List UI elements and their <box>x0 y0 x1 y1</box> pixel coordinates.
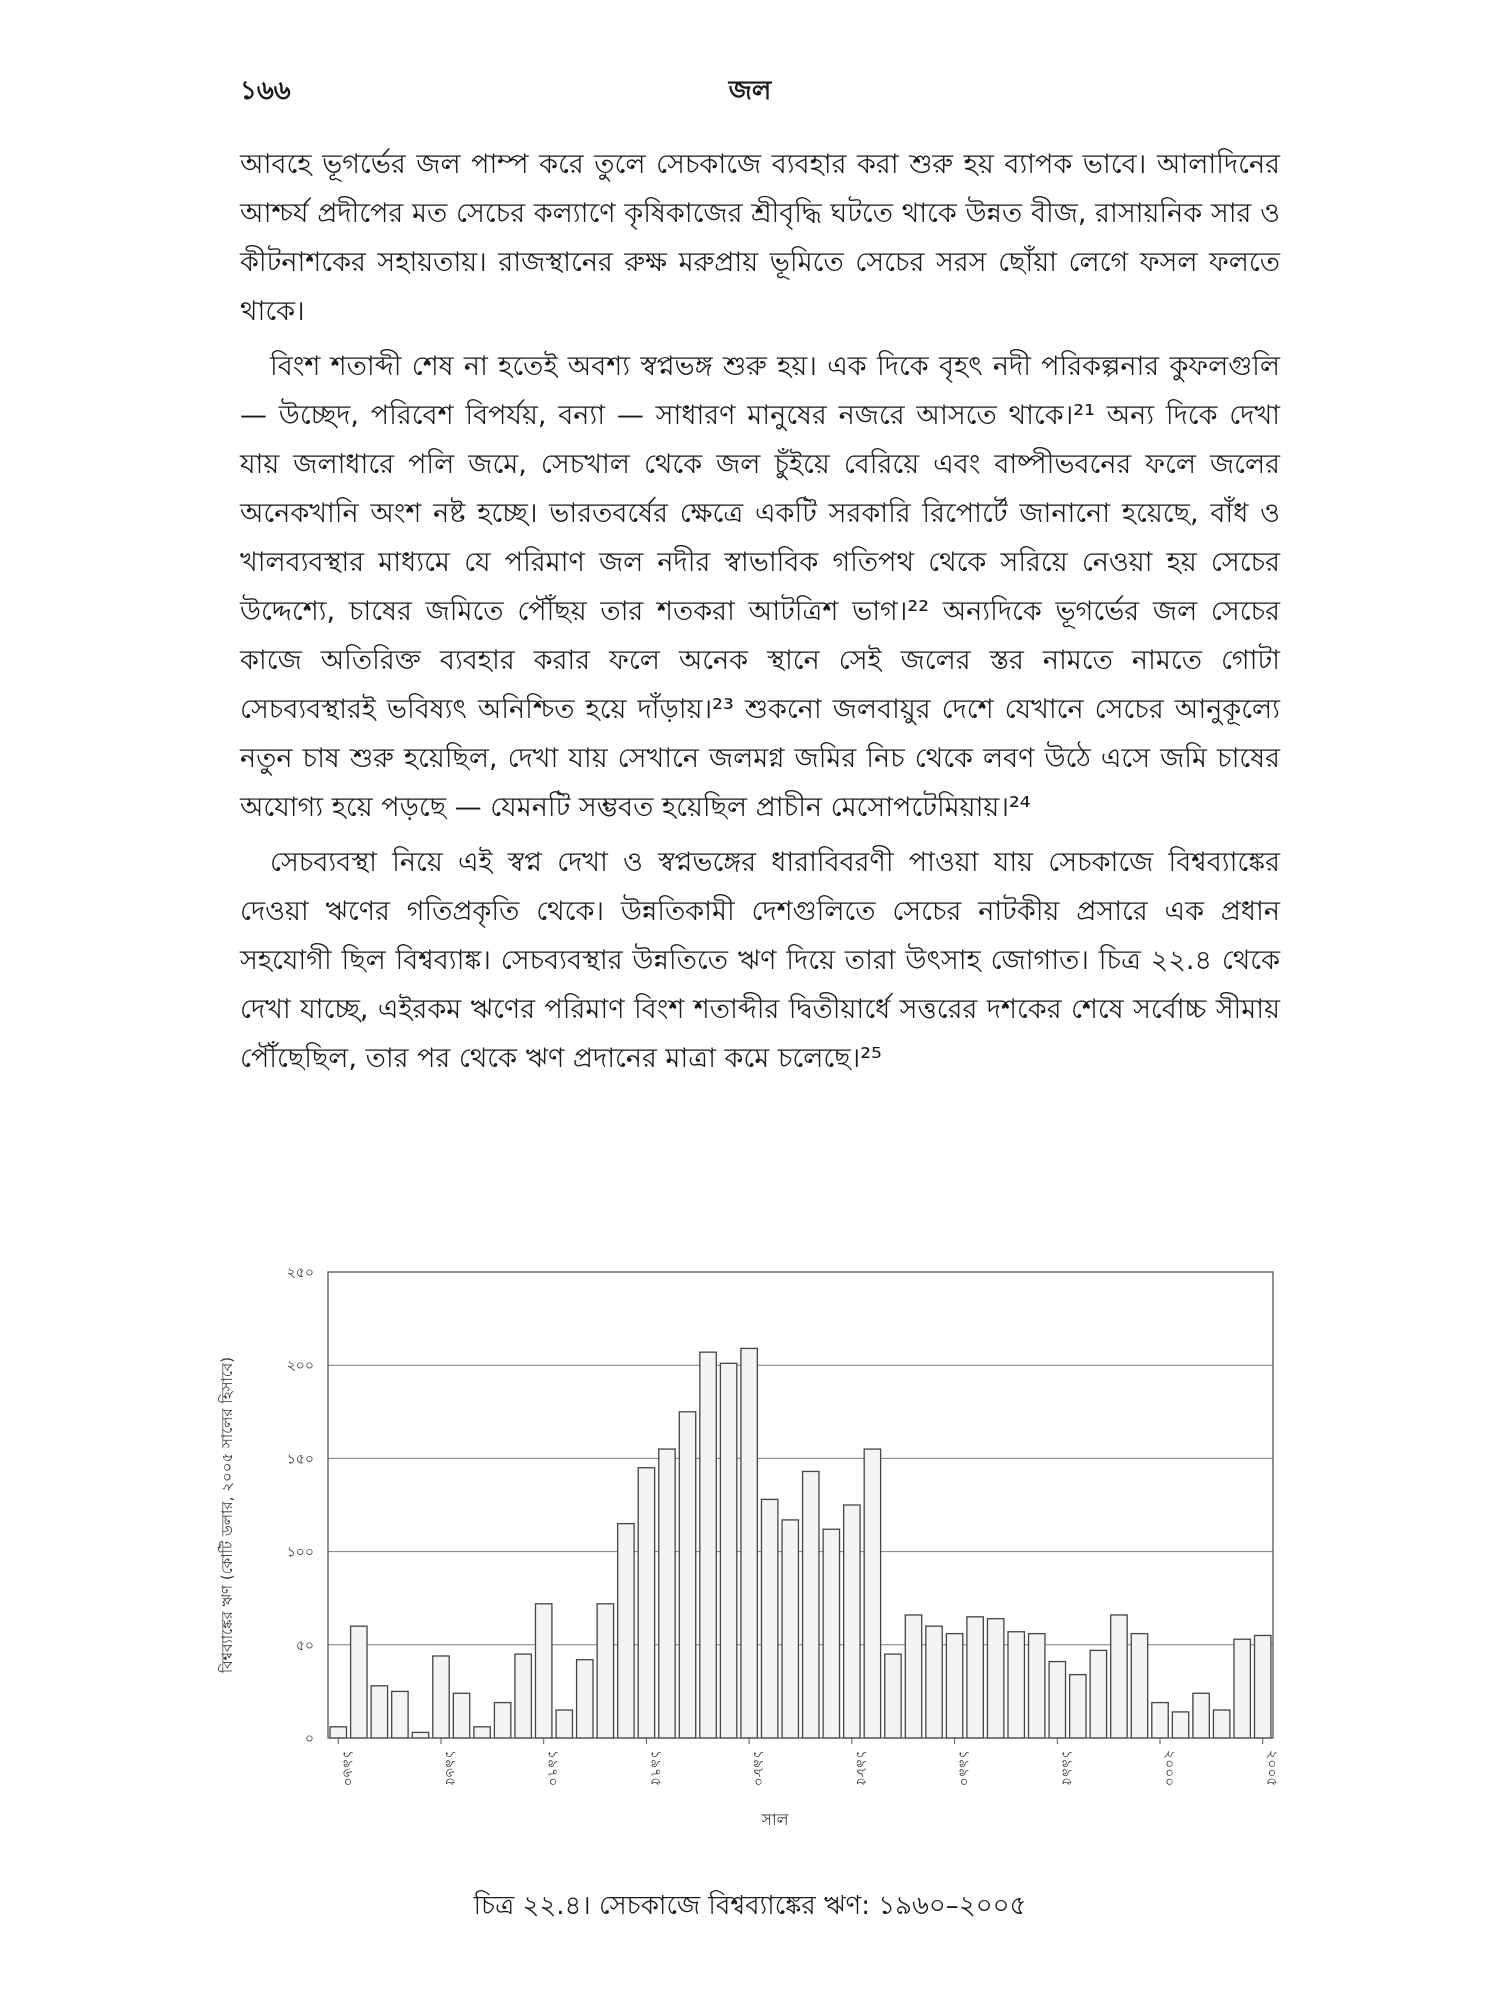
bar-1993 <box>1008 1632 1024 1738</box>
bar-2001 <box>1172 1712 1188 1738</box>
bar-1981 <box>761 1499 777 1738</box>
paragraph-2: বিংশ শতাব্দী শেষ না হতেই অবশ্য স্বপ্নভঙ্গ শুরু হয়। এক দিকে বৃহৎ নদী পরিকল্পনার কুফলগুলি — উচ্ছেদ, পরিবেশ বিপর্যয়, বন্যা — সাধারণ মানুষের নজরে আসতে থাকে।²¹ অন্য দিকে দেখা যায় জলাধারে পলি জমে, সেচখাল থেকে জল চুঁইয়ে বেরিয়ে এবং বাষ্পীভবনের ফলে জলের অনেকখানি অংশ নষ্ট হচ্ছে। ভারতবর্ষের ক্ষেত্রে একটি সরকারি রিপোর্টে জানানো হয়েছে, বাঁধ ও খালব্যবস্থার মাধ্যমে যে পরিমাণ জল নদীর স্বাভাবিক গতিপথ থেকে সরিয়ে নেওয়া হয় সেচের উদ্দেশ্যে, চাষের জমিতে পৌঁছয় তার শতকরা আটত্রিশ ভাগ।²² অন্যদিকে ভূগর্ভের জল সেচের কাজে অতিরিক্ত ব্যবহার করার ফলে অনেক স্থানে সেই জলের স্তর নামতে নামতে গোটা সেচব্যবস্থারই ভবিষ্যৎ অনিশ্চিত হয়ে দাঁড়ায়।²³ শুকনো জলবায়ুর দেশে যেখানে সেচের আনুকূল্যে নতুন চাষ শুরু হয়েছিল, দেখা যায় সেখানে জলমগ্ন জমির নিচ থেকে লবণ উঠে এসে জমি চাষের অযোগ্য হয়ে পড়ছে — যেমনটি সম্ভবত হয়েছিল প্রাচীন মেসোপটেমিয়ায়।²⁴ <box>240 351 1280 823</box>
bar-1979 <box>720 1363 736 1738</box>
bar-1987 <box>885 1654 901 1738</box>
x-tick-label-1970: ১৯৭০ <box>544 1750 561 1787</box>
y-tick-label-0: ০ <box>304 1731 314 1747</box>
x-tick-label-1965: ১৯৬৫ <box>441 1750 458 1787</box>
bar-1991 <box>967 1617 983 1738</box>
bar-1982 <box>782 1520 798 1738</box>
y-tick-label-100: ১০০ <box>286 1544 314 1561</box>
bar-1989 <box>926 1626 942 1738</box>
bar-1998 <box>1111 1615 1127 1738</box>
bar-1966 <box>453 1693 469 1738</box>
x-tick-label-1980: ১৯৮০ <box>750 1750 767 1787</box>
bar-1974 <box>618 1524 634 1738</box>
body-text <box>240 140 1280 1089</box>
chart-y-axis-label: বিশ্বব্যাঙ্কের ঋণ (কোটি ডলার, ২০০৫ সালের হিসাবে) <box>218 1356 236 1674</box>
bar-1988 <box>905 1615 921 1738</box>
paragraph-3: সেচব্যবস্থা নিয়ে এই স্বপ্ন দেখা ও স্বপ্নভঙ্গের ধারাবিবরণী পাওয়া যায় সেচকাজে বিশ্বব্যাঙ্কের দেওয়া ঋণের গতিপ্রকৃতি থেকে। উন্নতিকামী দেশগুলিতে সেচের নাটকীয় প্রসারে এক প্রধান সহযোগী ছিল বিশ্বব্যাঙ্ক। সেচব্যবস্থার উন্নতিতে ঋণ দিয়ে তারা উৎসাহ জোগাত। চিত্র ২২.৪ থেকে দেখা যাচ্ছে, এইরকম ঋণের পরিমাণ বিংশ শতাব্দীর দ্বিতীয়ার্ধে সত্তরের দশকের শেষে সর্বোচ্চ সীমায় পৌঁছেছিল, তার পর থেকে ঋণ প্রদানের মাত্রা কমে চলেছে।²⁵ <box>240 847 1280 1074</box>
bar-1961 <box>351 1626 367 1738</box>
bar-2003 <box>1213 1710 1229 1738</box>
x-tick-label-1990: ১৯৯০ <box>955 1750 972 1787</box>
bar-1999 <box>1131 1634 1147 1738</box>
chart-bars <box>330 1348 1271 1738</box>
bar-1971 <box>556 1710 572 1738</box>
bar-1976 <box>659 1449 675 1738</box>
bar-1996 <box>1070 1675 1086 1738</box>
bar-2004 <box>1234 1639 1250 1738</box>
bar-2002 <box>1193 1693 1209 1738</box>
bar-1967 <box>474 1727 490 1738</box>
bar-1978 <box>700 1352 716 1738</box>
bar-1964 <box>412 1732 428 1738</box>
paragraph-1: আবহে ভূগর্ভের জল পাম্প করে তুলে সেচকাজে ব্যবহার করা শুরু হয় ব্যাপক ভাবে। আলাদিনের আশ্চর্য প্রদীপের মত সেচের কল্যাণে কৃষিকাজের শ্রীবৃদ্ধি ঘটতে থাকে উন্নত বীজ, রাসায়নিক সার ও কীটনাশকের সহায়তায়। রাজস্থানের রুক্ষ মরুপ্রায় ভূমিতে সেচের সরস ছোঁয়া লেগে ফসল ফলতে থাকে। <box>240 149 1280 327</box>
x-tick-label-2005: ২০০৫ <box>1263 1750 1280 1787</box>
bar-1997 <box>1090 1650 1106 1738</box>
x-tick-label-1975: ১৯৭৫ <box>647 1750 664 1787</box>
bar-1970 <box>535 1604 551 1738</box>
x-tick-label-1985: ১৯৮৫ <box>852 1750 869 1787</box>
irrigation-loan-bar-chart <box>210 1250 1310 1860</box>
bar-1969 <box>515 1654 531 1738</box>
bar-1963 <box>392 1691 408 1738</box>
bar-1990 <box>946 1634 962 1738</box>
y-tick-label-250: ২৫০ <box>286 1265 314 1281</box>
bar-1962 <box>371 1686 387 1738</box>
bar-1983 <box>803 1471 819 1738</box>
bar-1994 <box>1029 1634 1045 1738</box>
bar-1968 <box>494 1703 510 1738</box>
figure-caption: চিত্র ২২.৪। সেচকাজে বিশ্বব্যাঙ্কের ঋণ: ১৯৬০–২০০৫ <box>473 1891 1027 1921</box>
bar-1977 <box>679 1412 695 1738</box>
bar-1973 <box>597 1604 613 1738</box>
bar-1985 <box>844 1505 860 1738</box>
bar-1992 <box>987 1619 1003 1738</box>
chart-x-axis-label: সাল <box>761 1810 789 1829</box>
x-tick-label-2000: ২০০০ <box>1161 1750 1178 1787</box>
y-tick-label-50: ৫০ <box>295 1637 314 1654</box>
bar-1995 <box>1049 1662 1065 1738</box>
bar-2005 <box>1255 1635 1271 1738</box>
y-tick-label-150: ১৫০ <box>286 1451 314 1468</box>
x-tick-label-1960: ১৯৬০ <box>339 1750 356 1787</box>
y-tick-label-200: ২০০ <box>286 1358 314 1375</box>
running-title: জল <box>728 76 772 106</box>
bar-2000 <box>1152 1703 1168 1738</box>
bar-1960 <box>330 1727 346 1738</box>
bar-1980 <box>741 1348 757 1738</box>
bar-1972 <box>577 1660 593 1738</box>
bar-1984 <box>823 1529 839 1738</box>
bar-1975 <box>638 1468 654 1738</box>
bar-1965 <box>433 1656 449 1738</box>
bar-1986 <box>864 1449 880 1738</box>
x-tick-label-1995: ১৯৯৫ <box>1058 1750 1075 1787</box>
page-number: ১৬৬ <box>240 76 291 106</box>
